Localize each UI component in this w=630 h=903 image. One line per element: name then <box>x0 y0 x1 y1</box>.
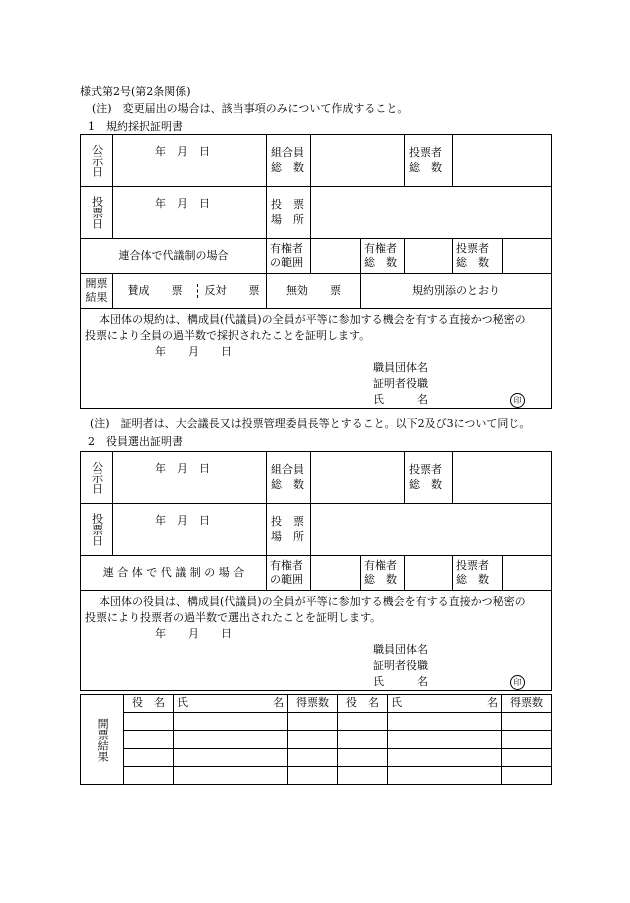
eligible-total-value-2 <box>405 556 453 591</box>
result-cell <box>502 713 552 731</box>
result-cell <box>388 731 502 749</box>
result-cell <box>288 713 338 731</box>
vote-place-label: 投 票 場 所 <box>267 187 311 239</box>
result-cell <box>288 749 338 767</box>
voters-total-label: 投票者 総 数 <box>405 135 453 187</box>
federation-label-2: 連 合 体 で 代 議 制 の 場 合 <box>81 556 267 591</box>
certification-block-2: 本団体の役員は、構成員(代議員)の全員が平等に参加する機会を有する直接かつ秘密の 投票により投票者の過半数で選出されたことを証明します。 年 月 日 職員団体名 証明者役職 氏 名 印 <box>81 591 552 691</box>
announce-date-label: 公示日 <box>90 144 104 177</box>
vote-place-value-2 <box>311 504 552 556</box>
result-cell <box>288 767 338 785</box>
result-cell <box>124 767 174 785</box>
result-cell <box>502 749 552 767</box>
voters2-total-value-2 <box>503 556 552 591</box>
eligible-total-label: 有権者 総 数 <box>361 239 405 274</box>
col-name-2: 氏 名 <box>388 695 502 713</box>
section2-table <box>80 451 552 691</box>
result-cell <box>388 767 502 785</box>
announce-date-value: 年 月 日 <box>113 135 267 187</box>
col-role: 役 名 <box>124 695 174 713</box>
vote-place-label-2: 投 票 場 所 <box>267 504 311 556</box>
result-cell <box>502 731 552 749</box>
eligible-total-value <box>405 239 453 274</box>
seal-icon: 印 <box>510 675 525 690</box>
vote-date-label: 投票日 <box>90 196 104 229</box>
result-cell <box>124 731 174 749</box>
yes-votes: 賛成 票 反対 票 <box>113 274 267 309</box>
seal-icon: 印 <box>510 393 525 408</box>
result-cell <box>288 731 338 749</box>
col-votes: 得票数 <box>288 695 338 713</box>
certification-block-1: 本団体の規約は、構成員(代議員)の全員が平等に参加する機会を有する直接かつ秘密の 投票により全員の過半数で採択されたことを証明します。 年 月 日 職員団体名 証明者役職 氏 名 印 <box>81 309 552 409</box>
eligible-total-label-2: 有権者 総 数 <box>361 556 405 591</box>
result-cell <box>174 749 288 767</box>
invalid-votes: 無効 票 <box>267 274 361 309</box>
result-label: 開票 結果 <box>81 274 113 309</box>
voters2-total-label: 投票者 総 数 <box>453 239 503 274</box>
col-name: 氏 名 <box>174 695 288 713</box>
voters-total-value <box>453 135 552 187</box>
section1-heading: 1 規約採択証明書 <box>88 120 183 133</box>
members-total-label-2: 組合員 総 数 <box>267 452 311 504</box>
result-cell <box>338 713 388 731</box>
announce-date-value-2: 年 月 日 <box>113 452 267 504</box>
members-total-value <box>311 135 405 187</box>
result-cell <box>388 749 502 767</box>
result-cell <box>338 767 388 785</box>
voters-total-label-2: 投票者 総 数 <box>405 452 453 504</box>
eligible-range-label-2: 有権者 の範囲 <box>267 556 311 591</box>
change-note: (注) 変更届出の場合は、該当事項のみについて作成すること。 <box>92 102 409 115</box>
members-total-value-2 <box>311 452 405 504</box>
result-cell <box>338 749 388 767</box>
voters-total-value-2 <box>453 452 552 504</box>
result-cell <box>502 767 552 785</box>
results-label: 開票結果 <box>81 695 124 785</box>
election-results-table <box>80 694 552 785</box>
annex-note: 規約別添のとおり <box>361 274 552 309</box>
result-cell <box>338 731 388 749</box>
members-total-label: 組合員 総 数 <box>267 135 311 187</box>
vote-date-value-2: 年 月 日 <box>113 504 267 556</box>
result-cell <box>174 713 288 731</box>
result-cell <box>174 731 288 749</box>
federation-label: 連合体で代議制の場合 <box>81 239 267 274</box>
announce-date-label-2: 公示日 <box>90 461 104 494</box>
eligible-range-value-2 <box>311 556 361 591</box>
eligible-range-value <box>311 239 361 274</box>
form-number: 様式第2号(第2条関係) <box>80 85 191 98</box>
voters2-total-value <box>503 239 552 274</box>
result-cell <box>124 749 174 767</box>
certifier-note: (注) 証明者は、大会議長又は投票管理委員長等とすること。以下2及び3について同じ。 <box>90 417 531 430</box>
col-votes-2: 得票数 <box>502 695 552 713</box>
result-cell <box>124 713 174 731</box>
voters2-total-label-2: 投票者 総 数 <box>453 556 503 591</box>
section2-heading: 2 役員選出証明書 <box>88 435 183 448</box>
vote-place-value <box>311 187 552 239</box>
vote-date-value: 年 月 日 <box>113 187 267 239</box>
result-cell <box>388 713 502 731</box>
result-cell <box>174 767 288 785</box>
eligible-range-label: 有権者 の範囲 <box>267 239 311 274</box>
section1-table <box>80 134 552 409</box>
vote-date-label-2: 投票日 <box>90 513 104 546</box>
col-role-2: 役 名 <box>338 695 388 713</box>
